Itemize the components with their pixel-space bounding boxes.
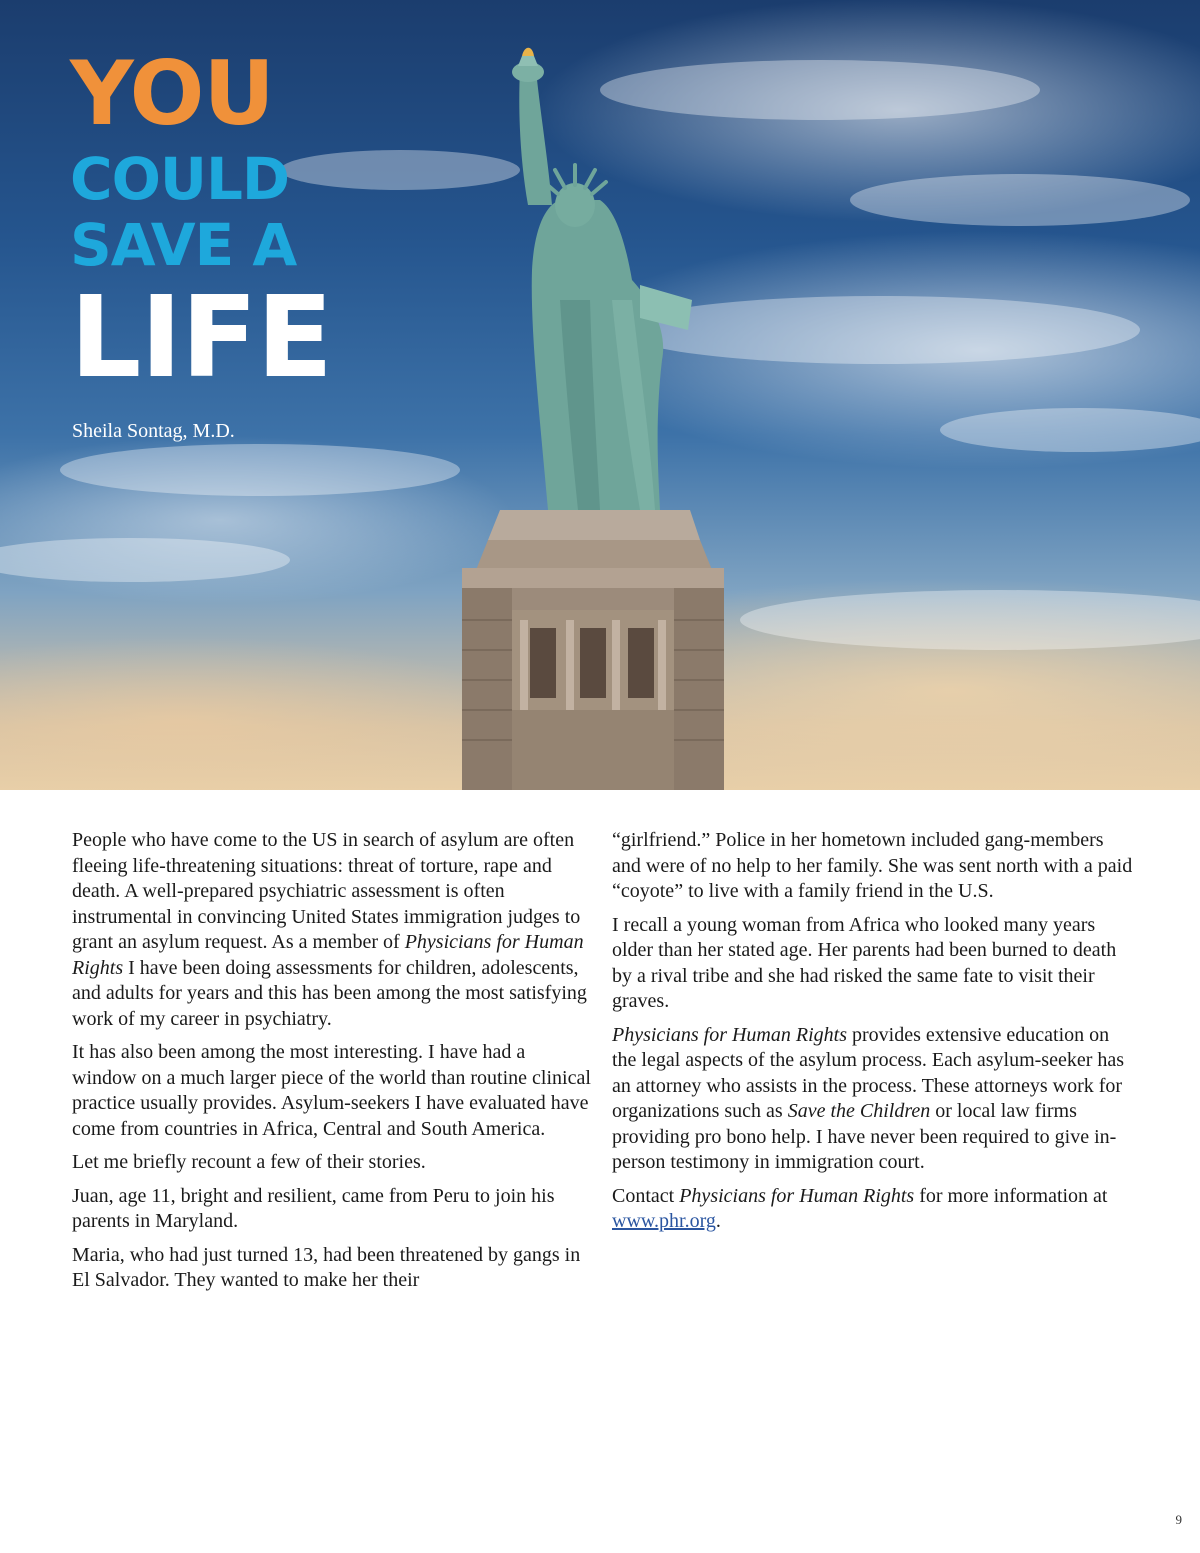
author-byline: Sheila Sontag, M.D. xyxy=(72,420,235,442)
paragraph: Let me briefly recount a few of their stories. xyxy=(72,1151,426,1173)
paragraph: “girlfriend.” Police in her hometown included gang-members and were of no help to her family. She was sent north with a paid “coyote” to live with a family friend in the U.S. xyxy=(612,829,1133,902)
article-column-right xyxy=(612,828,1137,1243)
paragraph: Contact Physicians for Human Rights for more information at www.phr.org. xyxy=(612,1184,1108,1232)
paragraph: People who have come to the US in search of asylum are often fleeing life-threatening situations: threat of torture, rape and death. A well-prepared psychiatric assessment is often instrumental in convincing United States immigration judges to grant an asylum request. As a member of Physicians for Human Rights I have been doing assessments for children, adolescents, and adults for years and this has been among the most satisfying work of my career in psychiatry. xyxy=(72,829,587,1030)
paragraph: I recall a young woman from Africa who looked many years older than her stated age. Her parents had been burned to death by a rival tribe and she had risked the same fate to visit their graves. xyxy=(612,913,1117,1012)
paragraph: It has also been among the most interesting. I have had a window on a much larger piece of the world than routine clinical practice usually provides. Asylum-seekers I have evaluated have come from countries in Africa, Central and South America. xyxy=(72,1041,591,1140)
headline-line-save-a: SAVE A xyxy=(70,211,297,279)
statue-figure xyxy=(512,48,692,510)
org-name: Physicians for Human Rights xyxy=(679,1184,915,1207)
headline-line-life: LIFE xyxy=(70,273,333,403)
headline-line-you: YOU xyxy=(70,42,274,145)
paragraph: Juan, age 11, bright and resilient, came from Peru to join his parents in Maryland. xyxy=(72,1184,555,1232)
org-name: Physicians for Human Rights xyxy=(612,1023,847,1046)
website-link[interactable]: www.phr.org xyxy=(612,1210,716,1232)
article-column-left xyxy=(72,828,592,1302)
paragraph: Physicians for Human Rights provides extensive education on the legal aspects of the asylum process. Each asylum-seeker has an attorney who assists in the process. These attorneys work for organizations such as Save the Children or local law firms providing pro bono help. I have never been required to give in-person testimony in immigration court. xyxy=(612,1023,1125,1173)
page-number: 9 xyxy=(1175,1512,1182,1527)
statue-pedestal xyxy=(462,510,724,790)
org-name: Physicians for Human Rights xyxy=(72,931,584,979)
headline xyxy=(70,42,333,403)
paragraph: Maria, who had just turned 13, had been threatened by gangs in El Salvador. They wanted to make her their xyxy=(72,1243,581,1291)
headline-line-could: COULD xyxy=(70,145,290,213)
org-name: Save the Children xyxy=(787,1100,931,1122)
